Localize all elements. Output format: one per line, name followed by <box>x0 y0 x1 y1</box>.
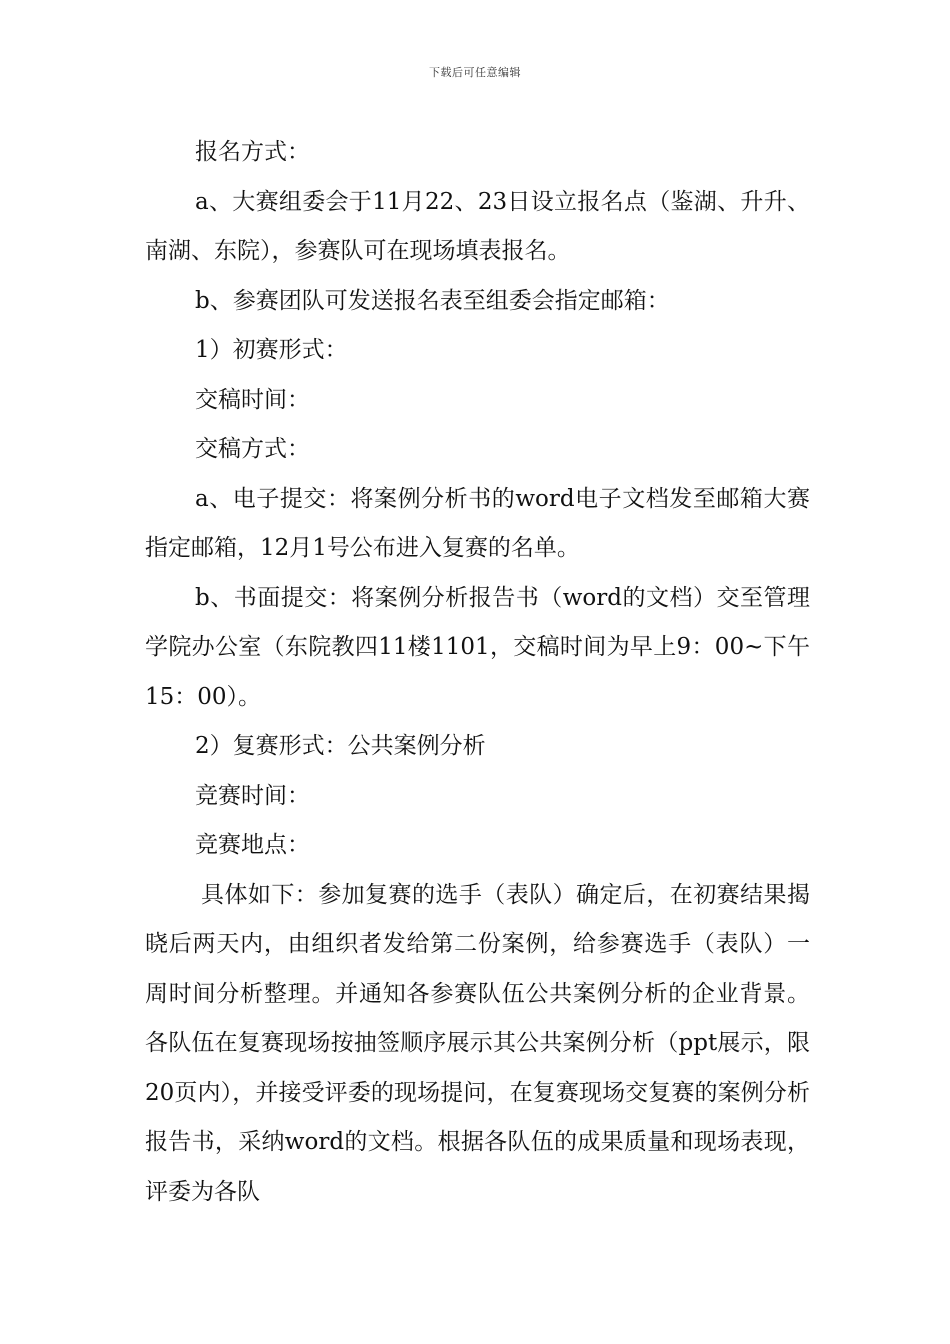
paragraph-details: 具体如下：参加复赛的选手（表队）确定后，在初赛结果揭晓后两天内，由组织者发给第二份案例，给参赛选手（表队）一周时间分析整理。并通知各参赛队伍公共案例分析的企业背景。各队伍在复赛现场按抽签顺序展示其公共案例分析（ppt展示，限20页内），并接受评委的现场提问，在复赛现场交复赛的案例分析报告书，采纳word的文档。根据各队伍的成果质量和现场表现，评委为各队 <box>145 881 810 1205</box>
paragraph-registration-b: b、参赛团队可发送报名表至组委会指定邮箱： <box>195 287 670 314</box>
paragraph-semifinal-format: 2）复赛形式：公共案例分析 <box>195 733 486 759</box>
paragraph-electronic-submission: a、电子提交：将案例分析书的word电子文档发至邮箱大赛指定邮箱，12月1号公布进入复赛的名单。 <box>145 485 810 561</box>
paragraph-competition-time: 竞赛时间： <box>195 782 310 809</box>
paragraph-registration-method: 报名方式： <box>195 139 310 165</box>
paragraph-submission-method: 交稿方式： <box>195 436 310 462</box>
paragraph-preliminary-format: 1）初赛形式： <box>195 337 348 363</box>
paragraph-registration-a: a、大赛组委会于11月22、23日设立报名点（鉴湖、升升、南湖、东院），参赛队可在现场填表报名。 <box>145 188 810 264</box>
page-header: 下载后可任意编辑 <box>429 66 521 79</box>
paragraph-submission-time: 交稿时间： <box>195 386 310 413</box>
paragraph-competition-location: 竞赛地点： <box>195 832 310 858</box>
document-body <box>145 128 810 1217</box>
paragraph-written-submission: b、书面提交：将案例分析报告书（word的文档）交至管理学院办公室（东院教四11楼1101，交稿时间为早上9：00~下午15：00）。 <box>145 584 810 710</box>
